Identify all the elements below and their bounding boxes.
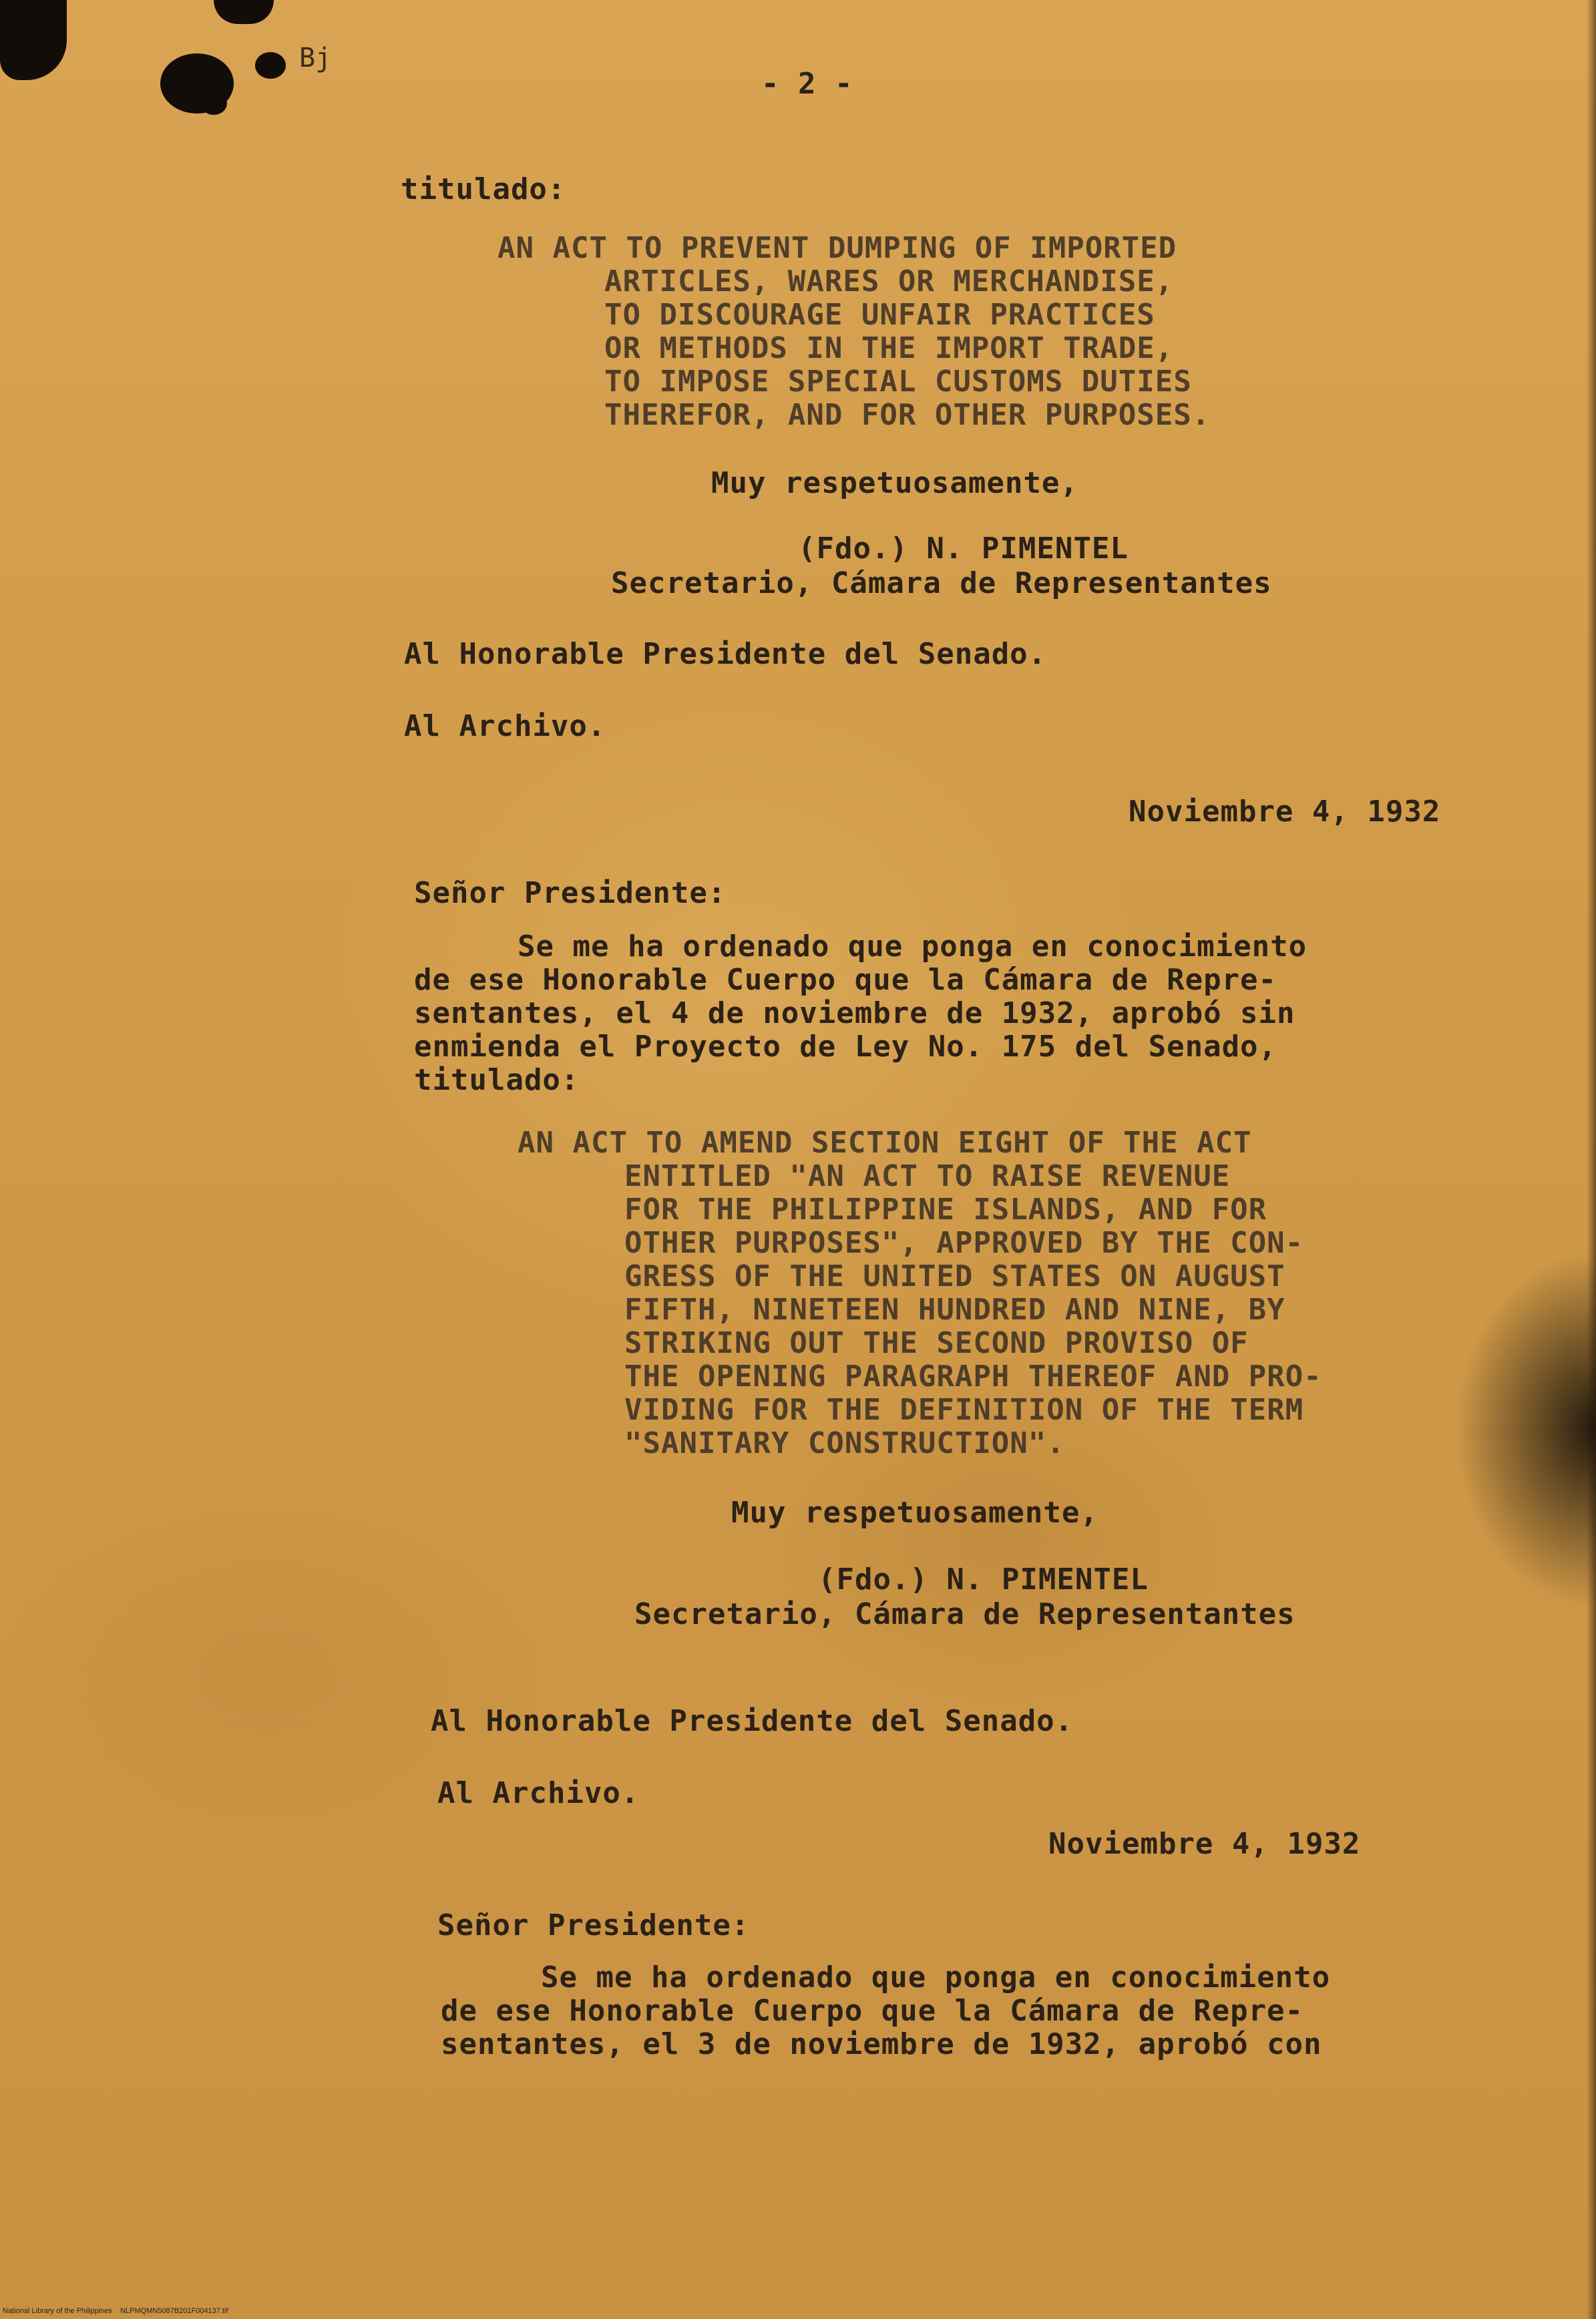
act-title-line: ARTICLES, WARES OR MERCHANDISE, — [604, 264, 1174, 298]
recipient-president: Al Honorable Presidente del Senado. — [431, 1704, 1074, 1738]
recipient-archive: Al Archivo. — [404, 709, 606, 743]
ink-blot — [255, 52, 286, 79]
ink-blot — [200, 92, 227, 115]
signer-title: Secretario, Cámara de Representantes — [634, 1597, 1295, 1631]
body-line: de ese Honorable Cuerpo que la Cámara de Repre- — [414, 963, 1277, 997]
act-title-line: THEREFOR, AND FOR OTHER PURPOSES. — [604, 398, 1211, 432]
closing: Muy respetuosamente, — [711, 466, 1078, 500]
signature: (Fdo.) N. PIMENTEL — [818, 1562, 1149, 1597]
letter-date: Noviembre 4, 1932 — [1048, 1827, 1361, 1861]
closing: Muy respetuosamente, — [731, 1496, 1099, 1530]
act-title-line: OR METHODS IN THE IMPORT TRADE, — [604, 331, 1174, 365]
ink-blot — [0, 0, 67, 80]
letter-date: Noviembre 4, 1932 — [1129, 795, 1441, 829]
recipient-president: Al Honorable Presidente del Senado. — [404, 637, 1047, 671]
act-title-line: VIDING FOR THE DEFINITION OF THE TERM — [624, 1393, 1304, 1427]
act-title-line: GRESS OF THE UNITED STATES ON AUGUST — [624, 1259, 1285, 1293]
act-title-line: FIFTH, NINETEEN HUNDRED AND NINE, BY — [624, 1293, 1285, 1327]
signature: (Fdo.) N. PIMENTEL — [798, 532, 1129, 566]
salutation: Señor Presidente: — [414, 876, 727, 910]
body-line: sentantes, el 4 de noviembre de 1932, aprobó sin — [414, 996, 1295, 1030]
salutation: Señor Presidente: — [437, 1908, 750, 1942]
act-title-line: OTHER PURPOSES", APPROVED BY THE CON- — [624, 1226, 1304, 1260]
body-line: titulado: — [414, 1063, 580, 1097]
page-edge-shadow — [1587, 0, 1596, 2319]
act-title-line: TO IMPOSE SPECIAL CUSTOMS DUTIES — [604, 365, 1192, 399]
body-line: sentantes, el 3 de noviembre de 1932, aprobó con — [441, 2027, 1322, 2061]
act-title-line: AN ACT TO AMEND SECTION EIGHT OF THE ACT — [518, 1126, 1252, 1160]
body-line: de ese Honorable Cuerpo que la Cámara de Repre- — [441, 1994, 1304, 2028]
titled-label: titulado: — [401, 172, 566, 206]
body-line: Se me ha ordenado que ponga en conocimiento — [541, 1960, 1331, 1994]
act-title-line: AN ACT TO PREVENT DUMPING OF IMPORTED — [497, 231, 1177, 265]
body-line: Se me ha ordenado que ponga en conocimiento — [518, 929, 1308, 964]
ink-blot — [214, 0, 274, 24]
act-title-line: THE OPENING PARAGRAPH THEREOF AND PRO- — [624, 1359, 1322, 1394]
act-title-line: TO DISCOURAGE UNFAIR PRACTICES — [604, 298, 1155, 332]
act-title-line: STRIKING OUT THE SECOND PROVISO OF — [624, 1326, 1249, 1360]
recipient-archive: Al Archivo. — [437, 1776, 640, 1810]
archive-footer-tag: National Library of the Philippines NLPMQMN5087B201F004137.tif — [3, 2307, 228, 2315]
page-number: - 2 - — [761, 67, 853, 101]
reference-mark: Bj — [299, 43, 332, 73]
body-line: enmienda el Proyecto de Ley No. 175 del Senado, — [414, 1030, 1277, 1064]
act-title-line: "SANITARY CONSTRUCTION". — [624, 1426, 1065, 1460]
act-title-line: FOR THE PHILIPPINE ISLANDS, AND FOR — [624, 1193, 1267, 1227]
act-title-line: ENTITLED "AN ACT TO RAISE REVENUE — [624, 1159, 1231, 1193]
signer-title: Secretario, Cámara de Representantes — [611, 566, 1272, 600]
